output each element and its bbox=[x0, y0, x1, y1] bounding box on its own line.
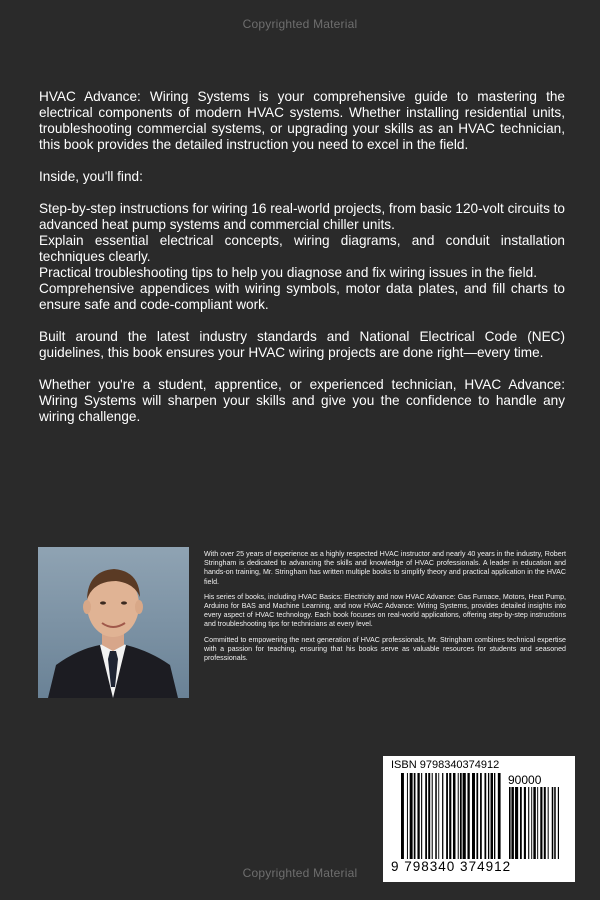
barcode-bar bbox=[488, 773, 489, 859]
barcode-bar bbox=[548, 787, 549, 859]
barcode-bar bbox=[480, 773, 482, 859]
barcode-bar bbox=[458, 773, 459, 859]
barcode-bar bbox=[428, 773, 430, 859]
barcode-icon bbox=[401, 773, 501, 859]
isbn-digits: 9 798340 374912 bbox=[391, 859, 512, 874]
author-bio bbox=[204, 550, 566, 669]
back-cover-blurb bbox=[39, 89, 565, 425]
copyright-watermark-top: Copyrighted Material bbox=[242, 17, 358, 31]
barcode-bar bbox=[524, 787, 526, 859]
barcode-bar bbox=[544, 787, 546, 859]
feature-item: Practical troubleshooting tips to help you diagnose and fix wiring issues in the field. bbox=[39, 265, 537, 280]
blurb-standards: Built around the latest industry standards and National Electrical Code (NEC) guidelines, this book ensures your HVAC wiring projects are done right—every time. bbox=[39, 329, 565, 360]
barcode-bar bbox=[453, 773, 456, 859]
isbn-barcode-box bbox=[383, 756, 575, 882]
barcode-bar bbox=[531, 787, 532, 859]
isbn-label: ISBN 9798340374912 bbox=[391, 759, 500, 771]
price-code: 90000 bbox=[508, 773, 542, 787]
feature-item: Step-by-step instructions for wiring 16 real-world projects, from basic 120-volt circuits to advanced heat pump systems and commercial chiller units. bbox=[39, 201, 565, 232]
barcode-bar bbox=[472, 773, 475, 859]
barcode-bar bbox=[401, 773, 404, 859]
author-photo bbox=[38, 547, 189, 698]
barcode-bar bbox=[467, 773, 469, 859]
addon-barcode-icon bbox=[509, 787, 559, 859]
barcode-bar bbox=[520, 787, 522, 859]
barcode-bar bbox=[438, 773, 439, 859]
barcode-bar bbox=[449, 773, 451, 859]
barcode-bar bbox=[511, 787, 513, 859]
barcode-bar bbox=[460, 773, 462, 859]
barcode-bar bbox=[432, 773, 433, 859]
barcode-bar bbox=[537, 787, 538, 859]
barcode-bar bbox=[528, 787, 529, 859]
copyright-watermark-bottom: Copyrighted Material bbox=[242, 866, 358, 880]
barcode-bar bbox=[515, 787, 518, 859]
blurb-intro: HVAC Advance: Wiring Systems is your comprehensive guide to mastering the electrical components of modern HVAC systems. Whether installing residential units, troubleshooting commercial systems, or upgrading your skills as an HVAC technician, this book provides the detailed instruction you need to excel in the field. bbox=[39, 89, 565, 152]
barcode-bar bbox=[558, 787, 559, 859]
barcode-bar bbox=[494, 773, 495, 859]
barcode-bar bbox=[442, 773, 443, 859]
bio-paragraph: With over 25 years of experience as a highly respected HVAC instructor and nearly 40 years in the industry, Robert Stringham is dedicated to advancing the skills and knowledge of HVAC professionals. A leader in education and hands-on training, Mr. Stringham has written multiple books to simplify theory and practical application in the HVAC field. bbox=[204, 550, 566, 586]
barcode-bar bbox=[498, 773, 501, 859]
barcode-bar bbox=[540, 787, 542, 859]
barcode-bar bbox=[509, 787, 511, 859]
barcode-bar bbox=[476, 773, 478, 859]
barcode-bar bbox=[554, 787, 556, 859]
feature-item: Comprehensive appendices with wiring symbols, motor data plates, and fill charts to ensure safe and code-compliant work. bbox=[39, 281, 565, 312]
barcode-bar bbox=[414, 773, 416, 859]
barcode-bar bbox=[463, 773, 466, 859]
barcode-bar bbox=[491, 773, 493, 859]
blurb-inside-heading: Inside, you'll find: bbox=[39, 169, 143, 184]
barcode-bar bbox=[533, 787, 535, 859]
barcode-bar bbox=[446, 773, 448, 859]
barcode-bar bbox=[552, 787, 554, 859]
barcode-bar bbox=[421, 773, 422, 859]
barcode-bar bbox=[425, 773, 427, 859]
barcode-bar bbox=[417, 773, 419, 859]
blurb-closing: Whether you're a student, apprentice, or experienced technician, HVAC Advance: Wiring Systems will sharpen your skills and give you the confidence to handle any wiring challenge. bbox=[39, 377, 565, 424]
barcode-bar bbox=[410, 773, 413, 859]
feature-item: Explain essential electrical concepts, wiring diagrams, and conduit installation techniques clearly. bbox=[39, 233, 565, 264]
barcode-bar bbox=[435, 773, 437, 859]
bio-paragraph: Committed to empowering the next generation of HVAC professionals, Mr. Stringham combines technical expertise with a passion for teaching, ensuring that his books serve as valuable resources for students and seasoned professionals. bbox=[204, 635, 566, 663]
bio-paragraph: His series of books, including HVAC Basics: Electricity and now HVAC Advance: Gas Furnace, Motors, Heat Pump, Arduino for BAS and Machine Learning, and now HVAC Advance: Wiring Systems, provides detailed insights into every aspect of HVAC technology. Each book focuses on real-world applications, offering step-by-step instructions and troubleshooting tips for technicians at every level. bbox=[204, 592, 566, 629]
barcode-bar bbox=[407, 773, 408, 859]
barcode-bar bbox=[484, 773, 486, 859]
